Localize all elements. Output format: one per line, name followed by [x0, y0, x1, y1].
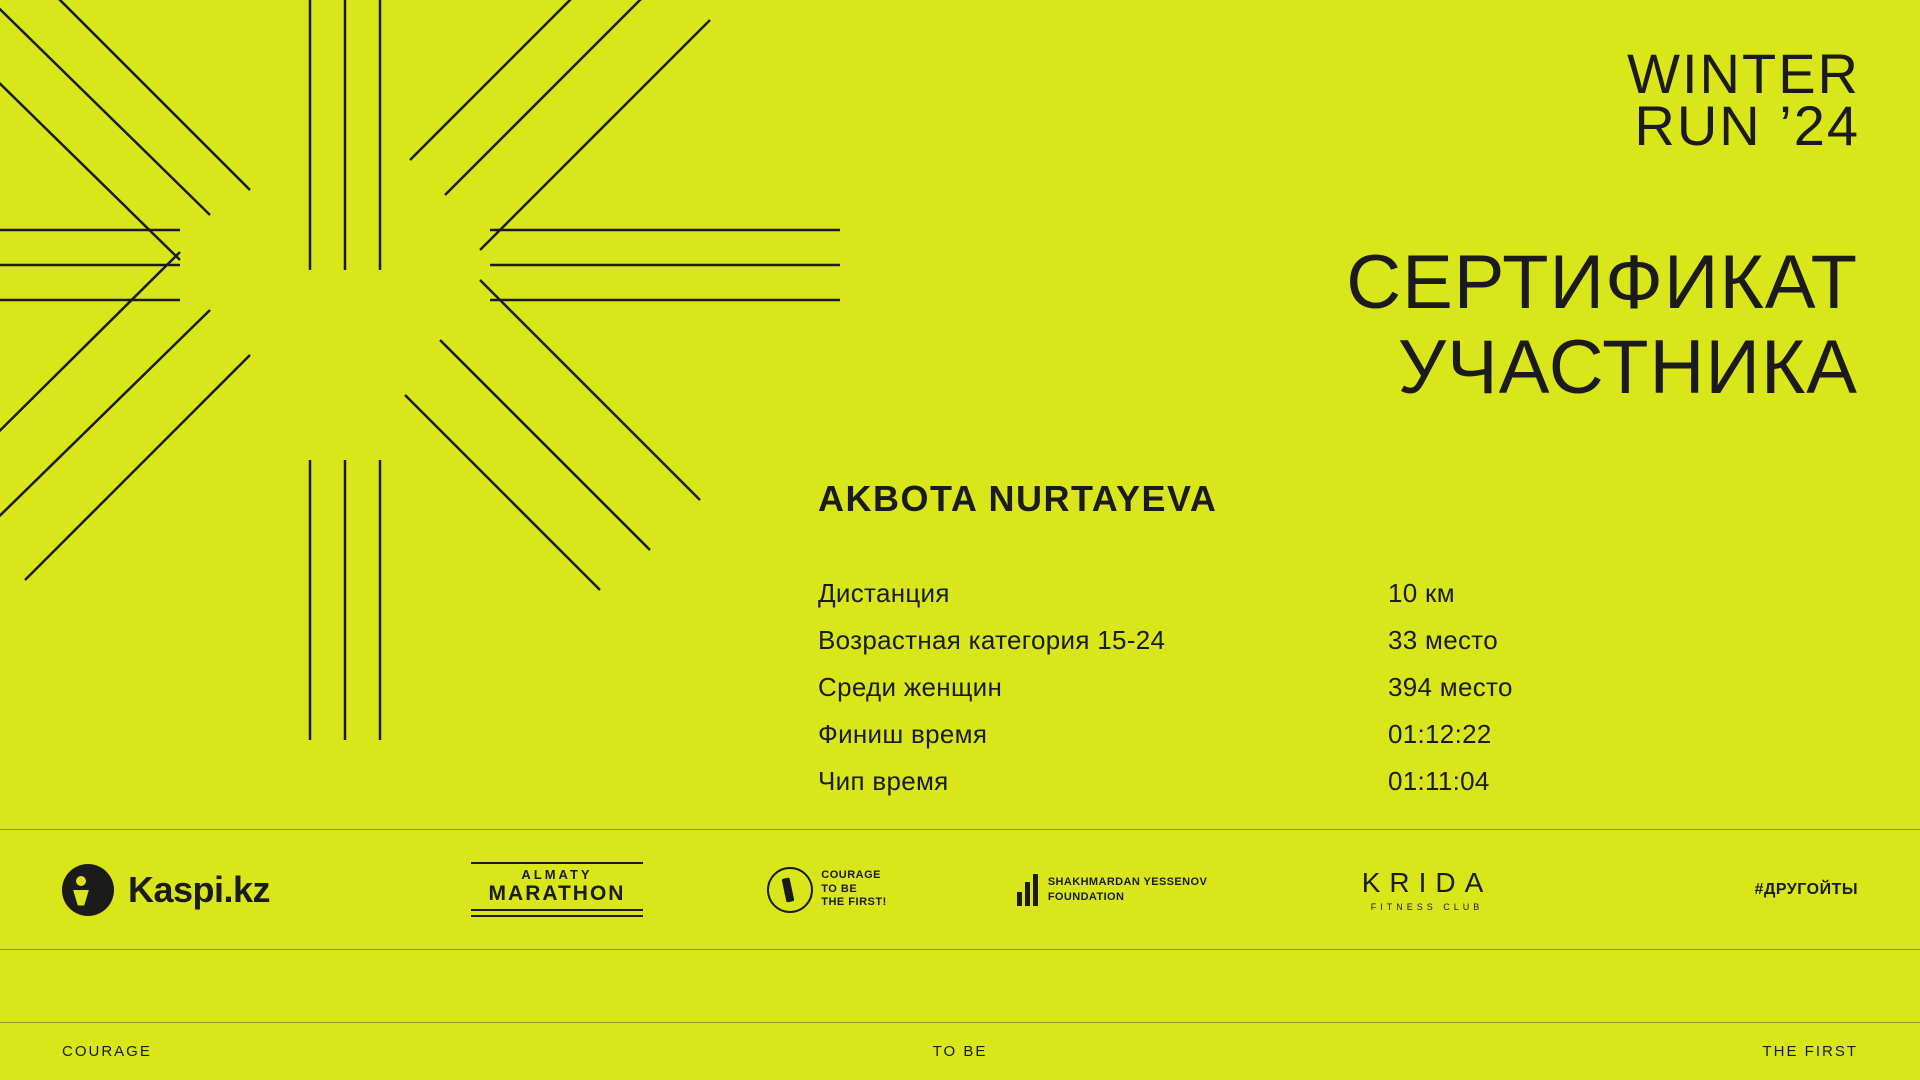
sponsor-courage	[692, 867, 962, 913]
result-value: 33 место	[1388, 625, 1498, 655]
runner-emblem-icon	[767, 867, 813, 913]
footer-right: THE FIRST	[1762, 1042, 1858, 1060]
result-value: 394 место	[1388, 672, 1513, 702]
result-value: 01:12:22	[1388, 719, 1492, 749]
result-value: 10 км	[1388, 578, 1455, 608]
certificate-heading-line2: УЧАСТНИКА	[1397, 325, 1858, 411]
sponsor-courage-line2: TO BE	[821, 882, 858, 895]
table-row	[818, 719, 1598, 750]
sponsor-strip	[0, 830, 1920, 949]
certificate-heading	[1346, 240, 1858, 410]
table-row	[818, 625, 1598, 656]
table-row	[818, 672, 1598, 703]
sponsor-almaty-line1: ALMATY	[521, 867, 593, 882]
results-table	[818, 578, 1598, 813]
footer-left: COURAGE	[62, 1042, 152, 1060]
sponsor-kaspi-label: Kaspi.kz	[128, 868, 271, 910]
sponsor-kaspi	[0, 864, 422, 916]
result-label: Дистанция	[818, 578, 950, 608]
table-row	[818, 578, 1598, 609]
sponsor-drugoyty-label: #ДРУГОЙТЫ	[1754, 880, 1858, 898]
event-title	[1627, 42, 1860, 157]
sponsor-courage-line1: COURAGE	[821, 868, 881, 881]
sponsor-courage-line3: THE FIRST!	[821, 896, 887, 909]
sponsor-almaty-line2: MARATHON	[488, 882, 626, 905]
result-label: Возрастная категория 15-24	[818, 625, 1166, 655]
kaspi-logo-icon	[62, 864, 114, 916]
table-row	[818, 766, 1598, 797]
yessenov-bars-icon	[1017, 874, 1038, 906]
sponsor-almaty-marathon	[422, 862, 692, 917]
sponsor-krida-label: KRIDA	[1361, 867, 1493, 898]
result-value: 01:11:04	[1388, 766, 1490, 796]
sponsor-yessenov-foundation	[962, 874, 1262, 906]
sponsor-krida-sublabel: FITNESS CLUB	[1370, 902, 1484, 912]
certificate-heading-line1: СЕРТИФИКАТ	[1346, 240, 1858, 325]
starburst-decoration-icon	[0, 0, 880, 820]
sponsor-krida	[1262, 867, 1592, 912]
result-label: Чип время	[818, 766, 949, 796]
sponsor-yessenov-line1: SHAKHMARDAN YESSENOV	[1047, 876, 1208, 889]
result-label: Финиш время	[818, 719, 988, 749]
sponsor-yessenov-line2: FOUNDATION	[1047, 890, 1125, 903]
participant-name: AKBOTA NURTAYEVA	[818, 478, 1218, 519]
divider-middle	[0, 949, 1920, 950]
result-label: Среди женщин	[818, 672, 1003, 702]
footer-slogan	[0, 1022, 1920, 1080]
event-title-line1: WINTER	[1627, 42, 1860, 105]
footer-center: TO BE	[932, 1042, 988, 1060]
event-title-line2: RUN ’24	[1634, 93, 1860, 157]
sponsor-drugoyty	[1592, 881, 1920, 899]
almaty-underline	[471, 915, 643, 917]
